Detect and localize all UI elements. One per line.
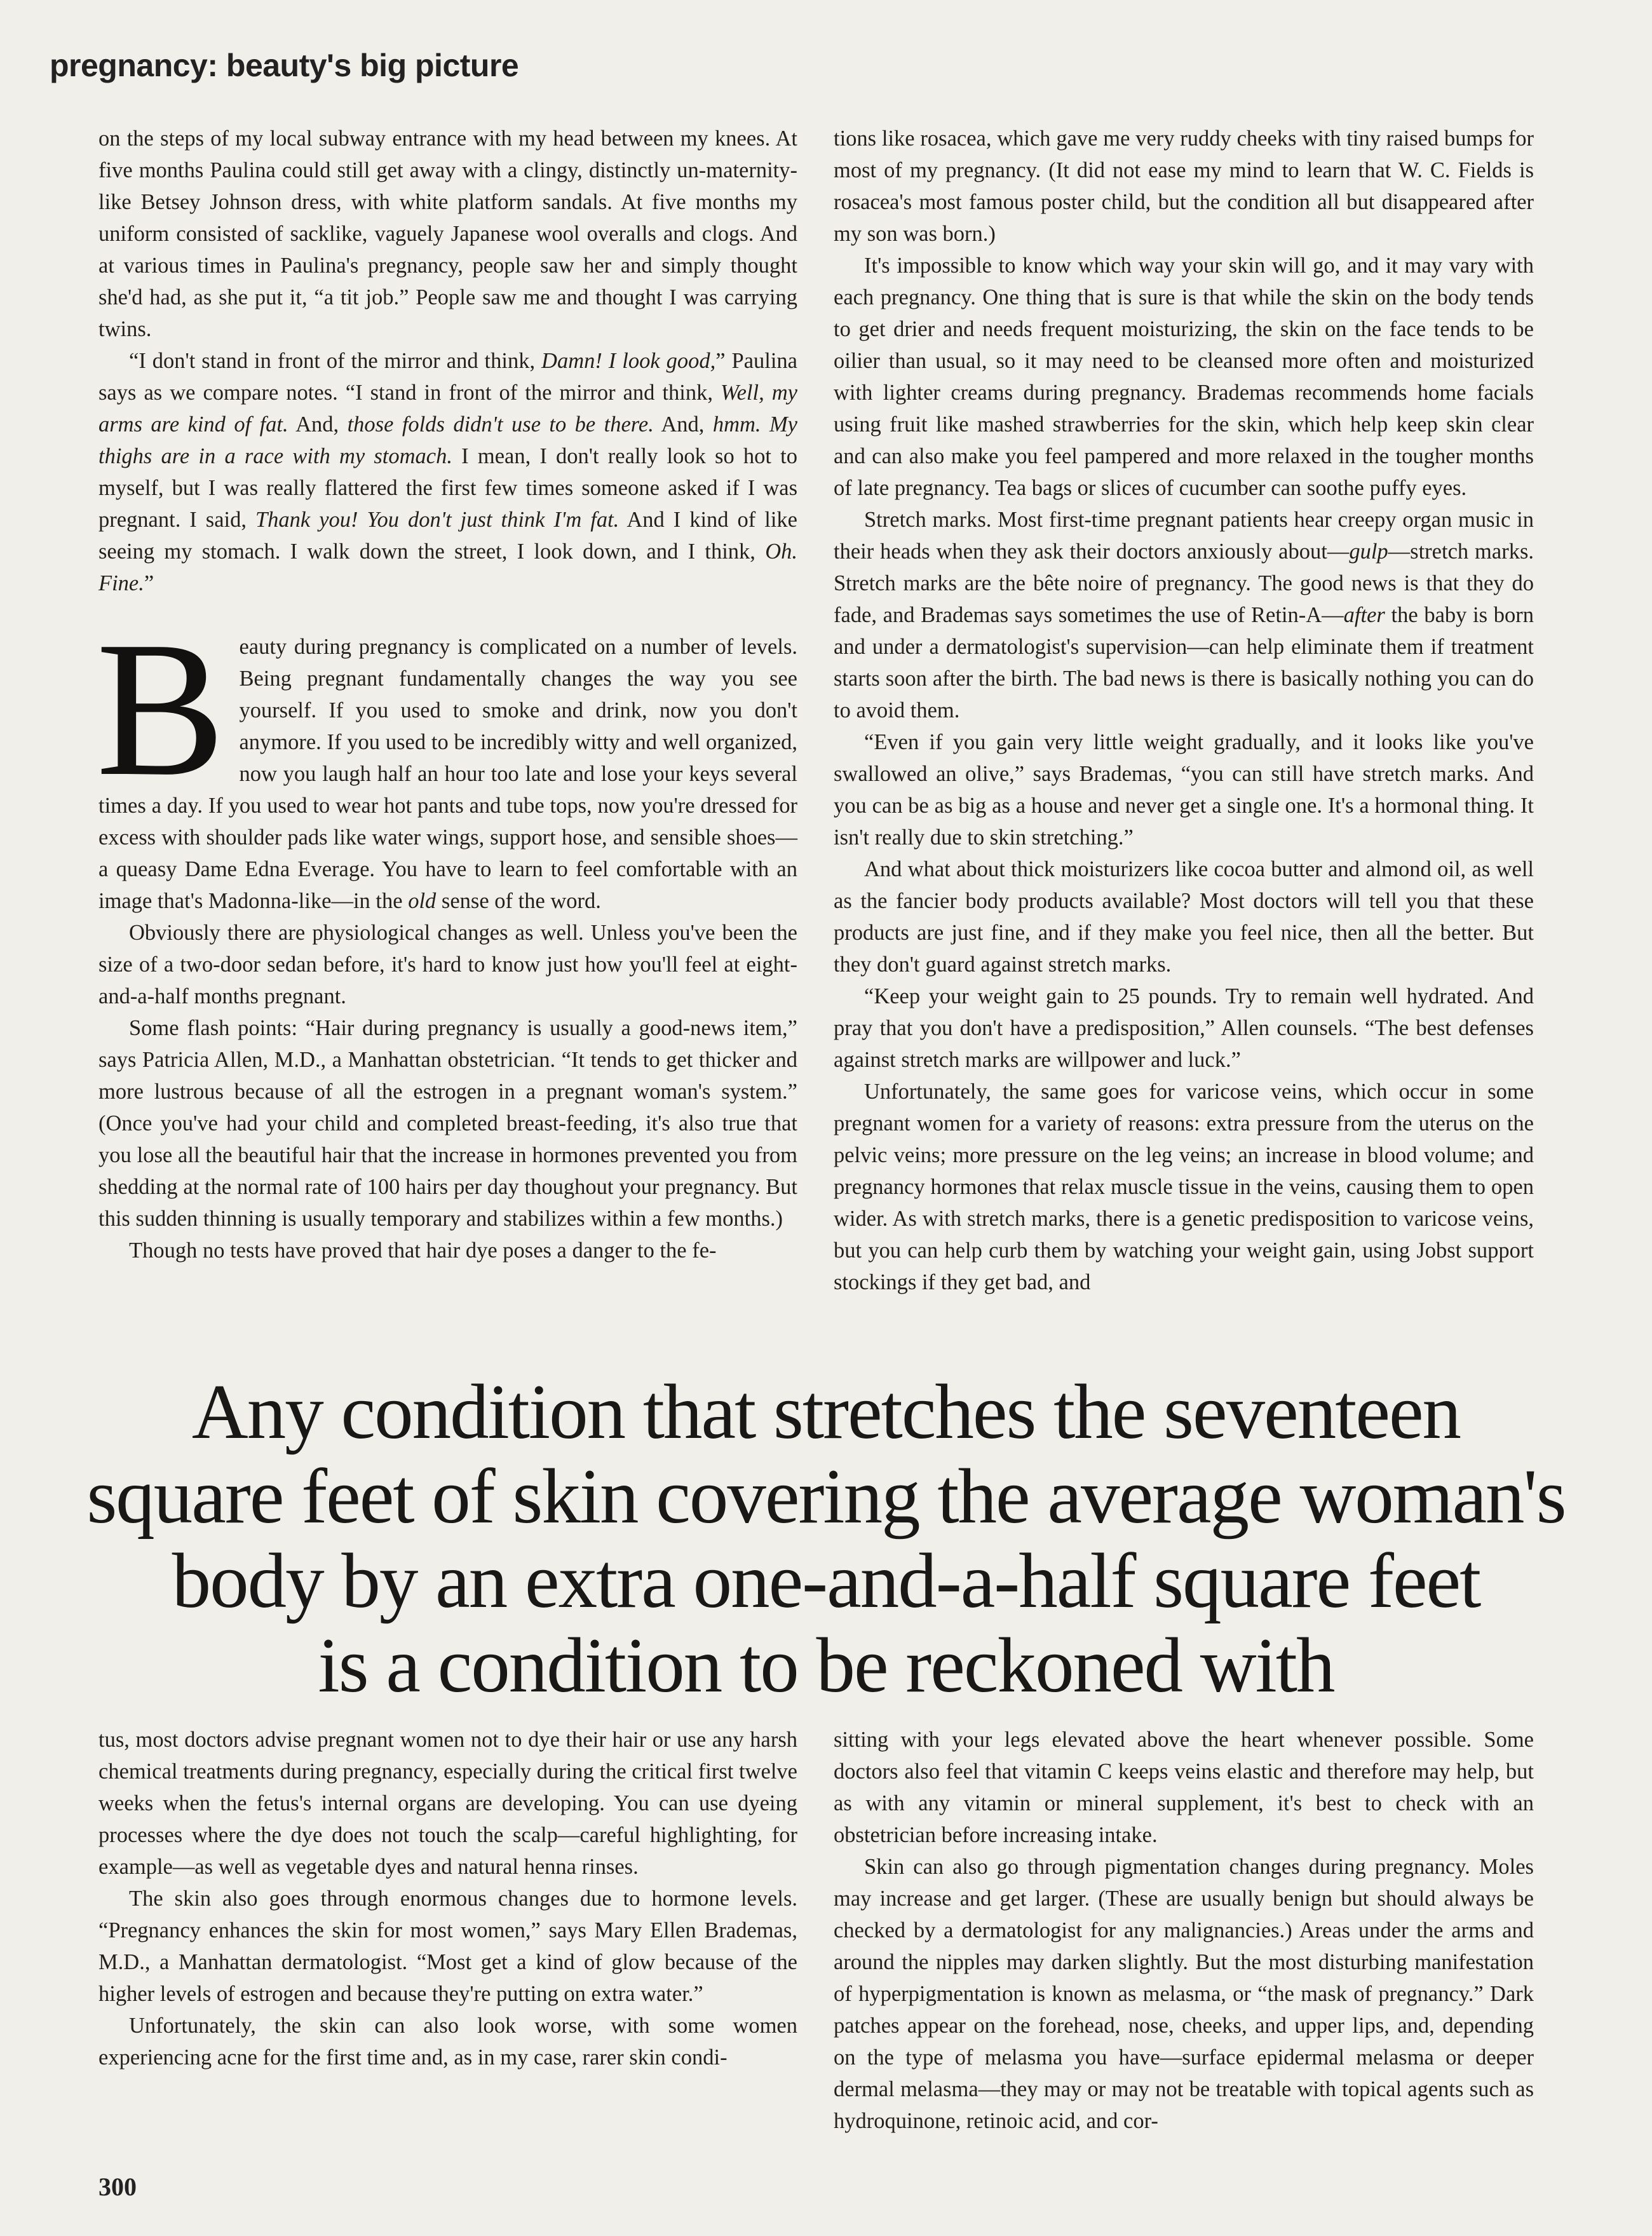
italic-run: hmm. My thighs are in a race with my stomach. [98, 412, 797, 468]
italic-run: Thank you! You don't just think I'm fat. [255, 508, 620, 532]
paragraph: Obviously there are physiological changes as well. Unless you've been the size of a two-door sedan before, it's hard to know just how you'll feel at eight-and-a-half months pregnant. [98, 921, 797, 1008]
text-run: the baby is born and under a dermatologist's supervision—can help eliminate them if treatment starts soon after the birth. The bad news is there is basically nothing you can do to avoid them. [834, 603, 1534, 722]
pull-quote-line: is a condition to be reckoned with [318, 1622, 1334, 1709]
drop-cap: B [96, 601, 226, 816]
text-run: —stretch marks. Stretch marks are the bête noire of pregnancy. The good news is that they do fade, and Brademas says sometimes the use of Retin-A— [834, 539, 1534, 627]
paragraph: It's impossible to know which way your skin will go, and it may vary with each pregnancy. One thing that is sure is that while the skin on the body tends to get drier and needs frequent moisturizing, the skin on the face tends to be oilier than usual, so it may need to be cleansed more often and moisturized with lighter creams during pregnancy. Brademas recommends home facials using fruit like mashed strawberries for the skin, which help keep skin clear and can also make you feel pampered and more relaxed in the tougher months of late pregnancy. Tea bags or slices of cucumber can soothe puffy eyes. [834, 254, 1534, 500]
italic-run: Damn! I look good, [541, 349, 716, 373]
paragraph [98, 345, 797, 599]
text-run: “I don't stand in front of the mirror and think, [129, 349, 542, 373]
page-number: 300 [98, 2172, 137, 2201]
paragraph: “Keep your weight gain to 25 pounds. Try to remain well hydrated. And pray that you don't have a predisposition,” Allen counsels. “The best defenses against stretch marks are willpower and luck.” [834, 984, 1534, 1072]
text-run: And I kind of like seeing my stomach. I walk down the street, I look down, and I think, [98, 508, 797, 564]
text-run: sense of the word. [436, 889, 601, 913]
paragraph: “Even if you gain very little weight gradually, and it looks like you've swallowed an olive,” says Brademas, “you can still have stretch marks. And you can be as big as a house and never get a single one. It's a hormonal thing. It isn't really due to skin stretching.” [834, 730, 1534, 850]
italic-run: those folds didn't use to be there. [347, 412, 654, 437]
paragraph: sitting with your legs elevated above the heart whenever possible. Some doctors also feel that vitamin C keeps veins elastic and therefore may help, but as with any vitamin or mineral supplement, it's best to check with an obstetrician before increasing intake. [834, 1728, 1534, 1847]
paragraph: Though no tests have proved that hair dye poses a danger to the fe- [129, 1238, 717, 1263]
text-run: I mean, I don't really look so hot to myself, but I was really flattered the first few times someone asked if I was pregnant. I said, [98, 444, 797, 532]
pull-quote-line: square feet of skin covering the average woman's [86, 1453, 1566, 1540]
article-column-top-left [98, 123, 797, 1266]
italic-run: after [1343, 603, 1385, 627]
text-run: ” Paulina says as we compare notes. “I stand in front of the mirror and think, [98, 349, 797, 405]
pull-quote-line: Any condition that stretches the seventeen [191, 1368, 1461, 1455]
paragraph-with-dropcap [96, 601, 797, 917]
italic-run: old [408, 889, 437, 913]
paragraph: on the steps of my local subway entrance with my head between my knees. At five months Paulina could still get away with a clingy, distinctly un-maternity-like Betsey Johnson dress, with white platform sandals. At five months my uniform consisted of sacklike, vaguely Japanese wool overalls and clogs. And at various times in Paulina's pregnancy, people saw her and simply thought she'd had, as she put it, “a tit job.” People saw me and thought I was carrying twins. [98, 126, 797, 341]
paragraph: Unfortunately, the skin can also look worse, with some women experiencing acne for the first time and, as in my case, rarer skin condi- [98, 2014, 797, 2070]
pull-quote-line: body by an extra one-and-a-half square feet [172, 1537, 1480, 1624]
text-run: And, [653, 412, 713, 437]
italic-run: Well, my arms are kind of fat. [98, 381, 797, 437]
article-column-bottom-right [834, 1724, 1534, 2137]
text-run: eauty during pregnancy is complicated on a number of levels. Being pregnant fundamentally changes the way you see yourself. If you used to smoke and drink, now you don't anymore. If you used to be incredibly witty and well organized, now you laugh half an hour too late and lose your keys several times a day. If you used to wear hot pants and tube tops, now you're dressed for excess with shoulder pads like water wings, support hose, and sensible shoes—a queasy Dame Edna Everage. You have to learn to feel comfortable with an image that's Madonna-like—in the [98, 635, 797, 913]
text-run: ” [144, 571, 154, 595]
italic-run: gulp [1349, 539, 1388, 564]
article-column-bottom-left [98, 1724, 797, 2073]
paragraph: And what about thick moisturizers like cocoa butter and almond oil, as well as the fancier body products available? Most doctors will tell you that these products are just fine, and if they make you feel nice, then all the better. But they don't guard against stretch marks. [834, 857, 1534, 977]
paragraph: Some flash points: “Hair during pregnancy is usually a good-news item,” says Patricia Allen, M.D., a Manhattan obstetrician. “It tends to get thicker and more lustrous because of all the estrogen in a pregnant woman's system.” (Once you've had your child and completed breast-feeding, it's also true that you lose all the beautiful hair that the increase in hormones prevented you from shedding at the normal rate of 100 hairs per day thoughout your pregnancy. But this sudden thinning is usually temporary and stabilizes within a few months.) [98, 1016, 797, 1231]
italic-run: Oh. Fine. [98, 539, 797, 595]
paragraph: The skin also goes through enormous changes due to hormone levels. “Pregnancy enhances the skin for most women,” says Mary Ellen Brademas, M.D., a Manhattan dermatologist. “Most get a kind of glow because of the higher levels of estrogen and because they're putting on extra water.” [98, 1887, 797, 2006]
paragraph: tions like rosacea, which gave me very ruddy cheeks with tiny raised bumps for most of my pregnancy. (It did not ease my mind to learn that W. C. Fields is rosacea's most famous poster child, but the condition all but disappeared after my son was born.) [834, 126, 1534, 246]
paragraph [834, 504, 1534, 726]
text-run: Stretch marks. Most first-time pregnant patients hear creepy organ music in their heads when they ask their doctors anxiously about— [834, 508, 1534, 564]
pull-quote [64, 1369, 1588, 1707]
paragraph: Unfortunately, the same goes for varicose veins, which occur in some pregnant women for a variety of reasons: extra pressure from the uterus on the pelvic veins; more pressure on the leg veins; an increase in blood volume; and pregnancy hormones that relax muscle tissue in the veins, causing them to open wider. As with stretch marks, there is a genetic predisposition to varicose veins, but you can help curb them by watching your weight gain, using Jobst support stockings if they get bad, and [834, 1080, 1534, 1294]
paragraph: Skin can also go through pigmentation changes during pregnancy. Moles may increase and get larger. (These are usually benign but should always be checked by a dermatologist for any malignancies.) Areas under the arms and around the nipples may darken slightly. But the most disturbing manifestation of hyperpigmentation is known as melasma, or “the mask of pregnancy.” Dark patches appear on the forehead, nose, cheeks, and upper lips, and, depending on the type of melasma you have—surface epidermal melasma or deeper dermal melasma—they may or may not be treatable with topical agents such as hydroquinone, retinoic acid, and cor- [834, 1855, 1534, 2133]
article-column-top-right [834, 123, 1534, 1298]
paragraph: tus, most doctors advise pregnant women not to dye their hair or use any harsh chemical treatments during pregnancy, especially during the critical first twelve weeks when the fetus's internal organs are developing. You can use dyeing processes where the dye does not touch the scalp—careful highlighting, for example—as well as vegetable dyes and natural henna rinses. [98, 1728, 797, 1879]
text-run: And, [288, 412, 348, 437]
section-header: pregnancy: beauty's big picture [50, 48, 519, 83]
